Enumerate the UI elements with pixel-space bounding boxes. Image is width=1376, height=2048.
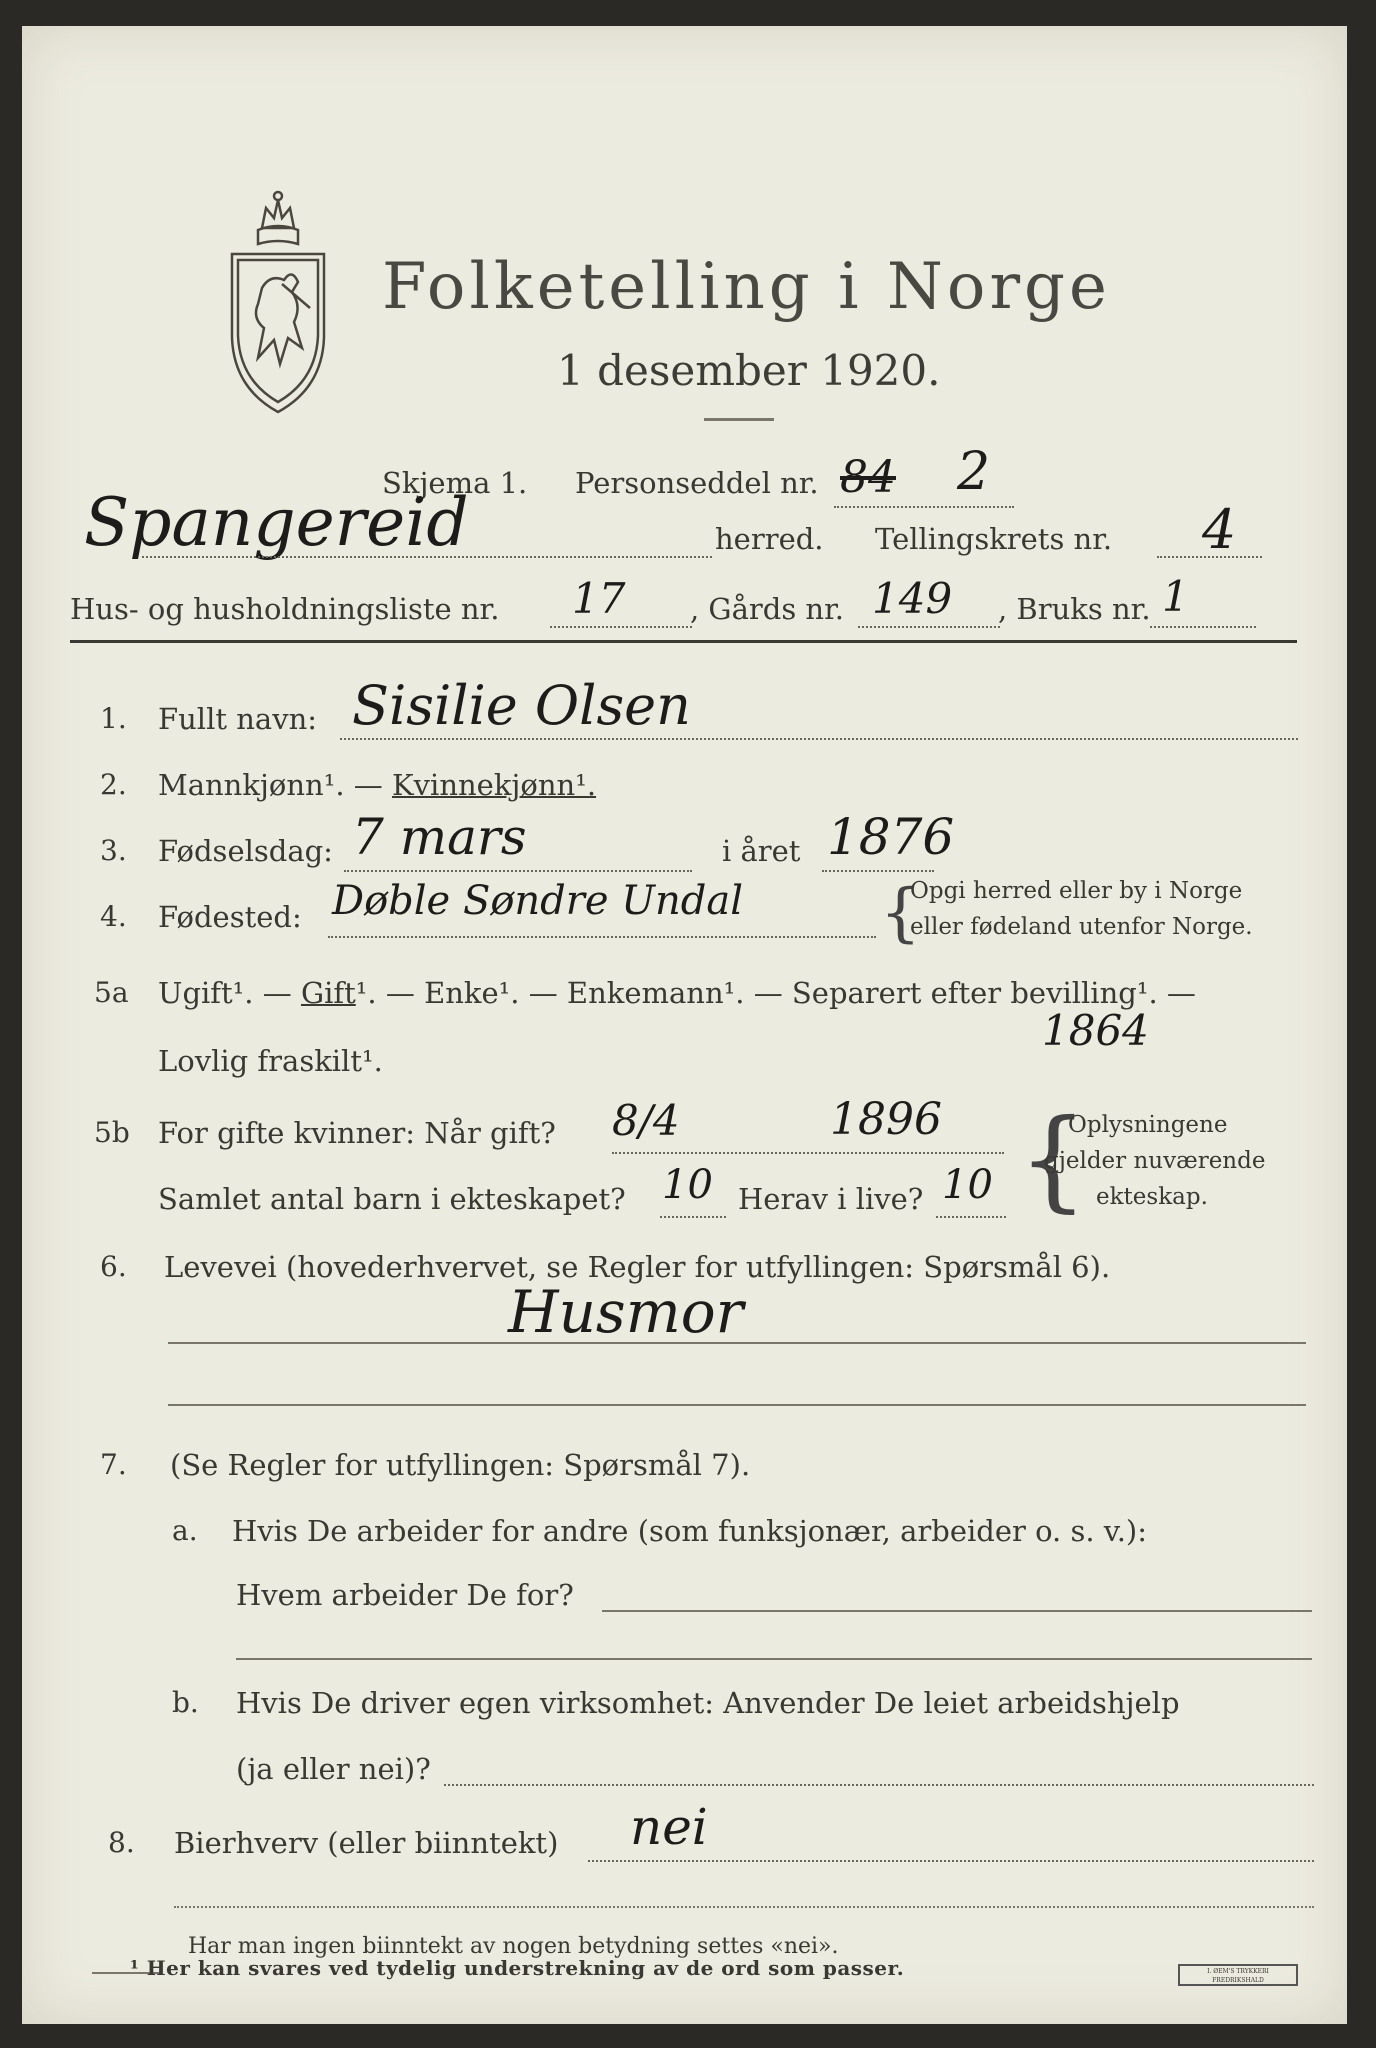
q7a-line3: [236, 1658, 1312, 1660]
q1-value: Sisilie Olsen: [352, 674, 691, 737]
norway-coat-of-arms-icon: [222, 188, 334, 418]
personseddel-line: [834, 506, 1014, 508]
personseddel-value: 2: [957, 442, 991, 502]
q6-line2: [168, 1404, 1306, 1406]
q2-sep: —: [344, 768, 392, 802]
q2-sex-options: [158, 768, 596, 802]
husliste-label: Hus- og husholdningsliste nr.: [70, 592, 500, 626]
q7a-text: Hvis De arbeider for andre (som funksjonær, arbeider o. s. v.):: [232, 1514, 1148, 1548]
schema-label: Skjema 1.: [382, 466, 528, 500]
tellingskrets-label: Tellingskrets nr.: [875, 522, 1113, 556]
q7b-letter: b.: [172, 1686, 199, 1719]
husliste-line: [550, 626, 692, 628]
q5a-gift-mark: ¹.: [355, 976, 377, 1010]
q6-line1: [168, 1342, 1306, 1344]
q8-line: [588, 1860, 1314, 1862]
q7b-question: (ja eller nei)?: [236, 1752, 431, 1786]
q3-year-value: 1876: [827, 808, 955, 866]
q5b-date-line: [612, 1152, 1004, 1154]
q5b-children-value: 10: [662, 1162, 713, 1208]
q5b-note-line2: gjelder nuværende: [1044, 1148, 1266, 1174]
personseddel-struck-value: 84: [840, 452, 896, 503]
herred-value: Spangereid: [84, 484, 469, 561]
census-form-page: [22, 26, 1347, 2024]
q3-number: 3.: [100, 834, 127, 867]
q4-line: [328, 936, 876, 938]
bruks-line: [1150, 626, 1256, 628]
bruks-label: , Bruks nr.: [998, 592, 1151, 626]
q7a-letter: a.: [172, 1514, 198, 1547]
q4-value: Døble Søndre Undal: [332, 878, 744, 924]
q4-note-line1: Opgi herred eller by i Norge: [910, 878, 1243, 904]
q7-number: 7.: [100, 1448, 127, 1481]
q5b-number: 5b: [94, 1116, 130, 1149]
q7a-question: Hvem arbeider De for?: [236, 1578, 574, 1612]
q5a-sep2: —: [376, 976, 425, 1010]
q5b-year-value: 1896: [830, 1094, 942, 1145]
q5b-note-line1: Oplysningene: [1068, 1112, 1228, 1138]
q3-value: 7 mars: [352, 808, 527, 866]
q7b-text: Hvis De driver egen virksomhet: Anvender De leiet arbeidshjelp: [236, 1686, 1180, 1720]
q8-label: Bierhverv (eller biinntekt): [174, 1826, 559, 1860]
q5a-gift: Gift: [300, 976, 356, 1010]
bruks-value: 1: [1162, 572, 1189, 621]
gards-line: [858, 626, 1000, 628]
tellingskrets-line: [1157, 556, 1262, 558]
q8-line2: [174, 1906, 1314, 1908]
q5a-margin-note: 1864: [1042, 1006, 1149, 1055]
q2-male: Mannkjønn¹.: [158, 768, 345, 802]
q4-brace: {: [880, 876, 921, 950]
q5b-children-label: Samlet antal barn i ekteskapet?: [158, 1182, 626, 1216]
gards-value: 149: [872, 574, 953, 623]
q2-number: 2.: [100, 768, 127, 801]
q7a-line1: [602, 1610, 1312, 1612]
tellingskrets-value: 4: [1202, 498, 1237, 561]
q4-note-line2: eller fødeland utenfor Norge.: [910, 914, 1253, 940]
q6-value: Husmor: [508, 1278, 744, 1346]
q5a-sep1: —: [253, 976, 301, 1010]
q7b-line: [444, 1784, 1314, 1786]
gards-label: , Gårds nr.: [690, 592, 844, 626]
header-divider: [70, 640, 1297, 643]
personseddel-label: Personseddel nr.: [575, 466, 819, 500]
footer-note: Har man ingen biinntekt av nogen betydning settes «nei».: [188, 1934, 839, 1959]
q3-year-label: i året: [722, 834, 801, 868]
q5b-alive-line: [936, 1216, 1006, 1218]
q2-female: Kvinnekjønn¹.: [392, 768, 597, 802]
herred-label: herred.: [715, 522, 824, 556]
herred-line: [142, 556, 712, 558]
q8-number: 8.: [108, 1826, 135, 1859]
q5a-ugift: Ugift¹.: [158, 976, 254, 1010]
q5b-alive-value: 10: [942, 1162, 993, 1208]
husliste-value: 17: [572, 574, 626, 623]
q1-number: 1.: [100, 702, 127, 735]
q3-line: [344, 870, 692, 872]
q5a-line2: Lovlig fraskilt¹.: [158, 1044, 383, 1078]
q5b-alive-label: Herav i live?: [738, 1182, 924, 1216]
q1-label: Fullt navn:: [158, 702, 318, 736]
q3-label: Fødselsdag:: [158, 834, 333, 868]
q7-label: (Se Regler for utfyllingen: Spørsmål 7).: [170, 1448, 751, 1482]
q4-number: 4.: [100, 900, 127, 933]
footnote: ¹ Her kan svares ved tydelig understrekning av de ord som passer.: [130, 1956, 905, 1980]
title-divider: [704, 418, 774, 421]
q5a-options: [158, 976, 1196, 1010]
q5b-children-line: [660, 1216, 726, 1218]
q1-line: [340, 738, 1298, 740]
q5a-rest: Enke¹. — Enkemann¹. — Separert efter bevilling¹. —: [424, 976, 1196, 1010]
q4-label: Fødested:: [158, 900, 302, 934]
q5b-label: For gifte kvinner: Når gift?: [158, 1116, 556, 1150]
q5b-date-value: 8/4: [612, 1096, 680, 1145]
census-date: 1 desember 1920.: [557, 346, 941, 395]
q6-number: 6.: [100, 1250, 127, 1283]
q5b-note-line3: ekteskap.: [1096, 1184, 1208, 1210]
q8-value: nei: [630, 1798, 708, 1856]
printer-stamp: I. ØEM'S TRYKKERI FREDRIKSHALD: [1178, 1964, 1298, 1986]
q6-label: Levevei (hovederhvervet, se Regler for utfyllingen: Spørsmål 6).: [164, 1250, 1111, 1284]
q5a-number: 5a: [94, 976, 129, 1009]
q5b-brace: {: [1018, 1095, 1088, 1223]
q3-year-line: [822, 870, 934, 872]
form-title: Folketelling i Norge: [382, 250, 1111, 324]
